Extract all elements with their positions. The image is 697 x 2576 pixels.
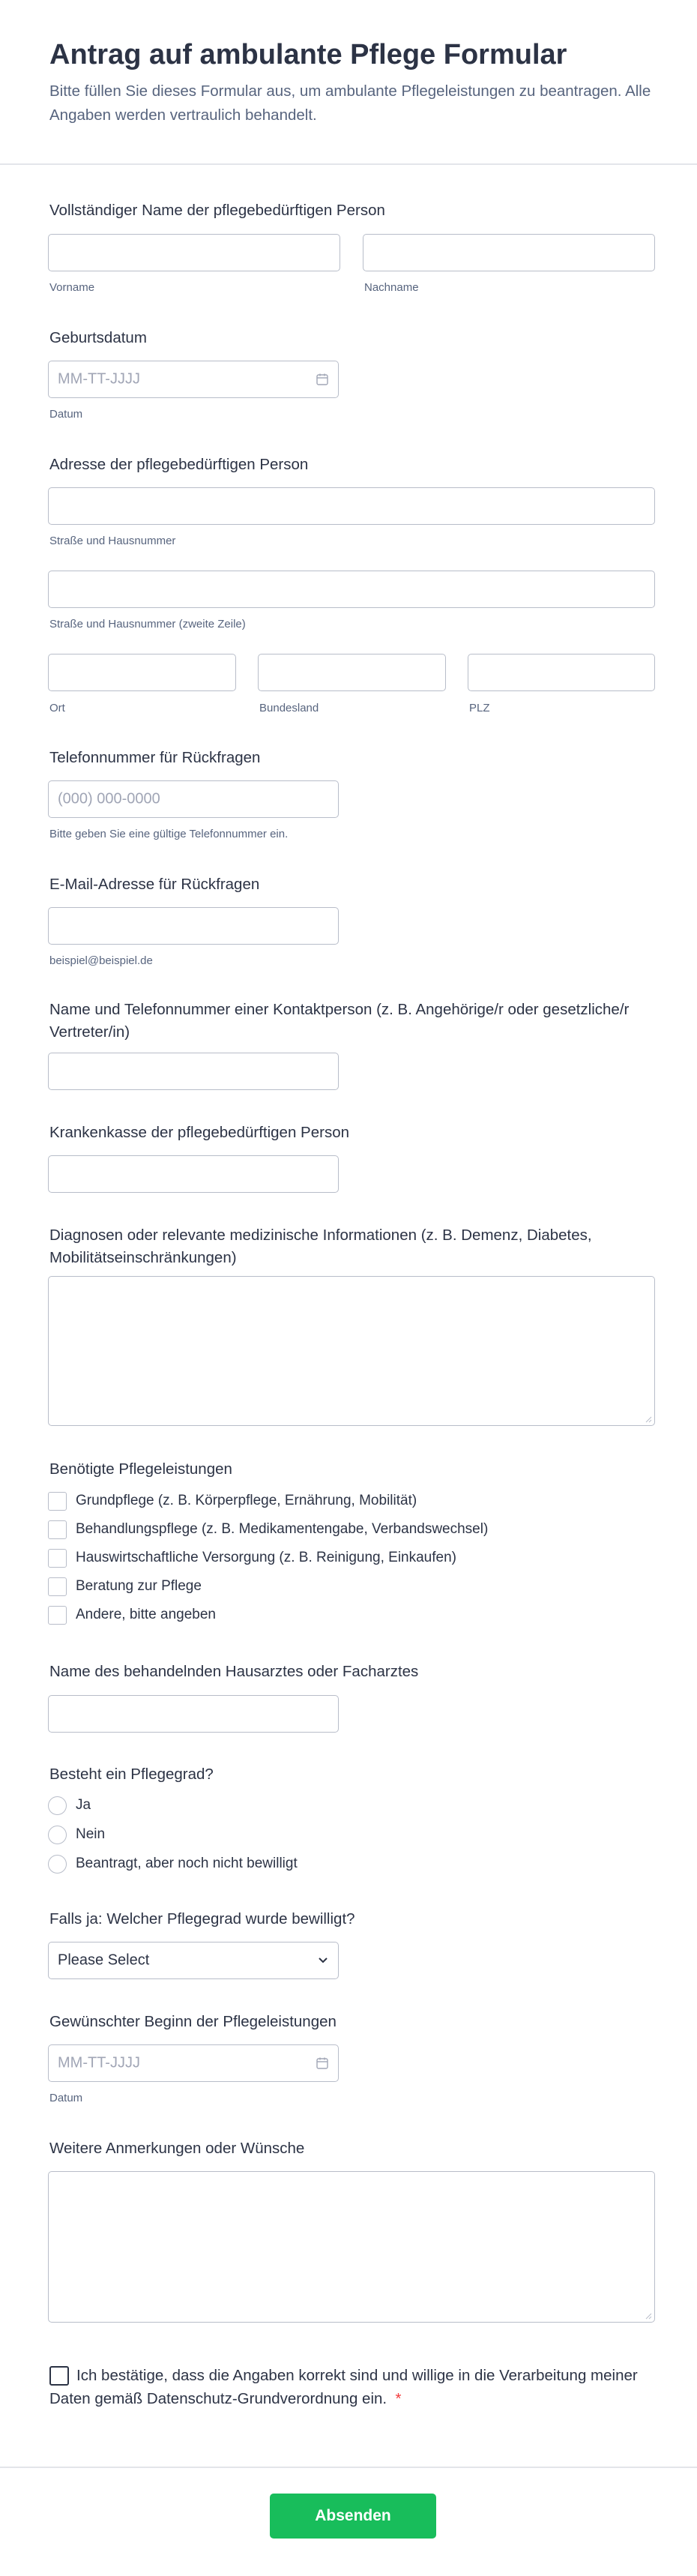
calendar-icon[interactable]	[316, 2056, 329, 2070]
services-option[interactable]	[48, 1547, 456, 1568]
radio-button[interactable]	[48, 1796, 67, 1815]
checkbox[interactable]	[48, 1492, 67, 1511]
state-input[interactable]	[258, 654, 446, 691]
street-input[interactable]	[48, 487, 655, 525]
services-label: Benötigte Pflegeleistungen	[49, 1460, 232, 1478]
birthdate-input[interactable]	[48, 361, 339, 398]
address-label: Adresse der pflegebedürftigen Person	[49, 456, 309, 473]
street2-input[interactable]	[48, 571, 655, 608]
start-label: Gewünschter Beginn der Pflegeleistungen	[49, 2013, 337, 2030]
birthdate-placeholder: MM-TT-JJJJ	[58, 370, 140, 388]
city-sublabel: Ort	[49, 702, 65, 714]
zip-sublabel: PLZ	[469, 702, 490, 714]
phone-placeholder: (000) 000-0000	[58, 790, 160, 807]
radio-button[interactable]	[48, 1855, 67, 1874]
birthdate-label: Geburtsdatum	[49, 329, 147, 346]
required-mark: *	[395, 2390, 402, 2407]
insurance-label: Krankenkasse der pflegebedürftigen Person	[49, 1124, 350, 1141]
last-name-sublabel: Nachname	[364, 281, 419, 294]
care-level-option-label: Beantragt, aber noch nicht bewilligt	[76, 1856, 298, 1871]
start-date-placeholder: MM-TT-JJJJ	[58, 2054, 140, 2071]
services-option-label: Andere, bitte angeben	[76, 1607, 216, 1622]
services-option-label: Beratung zur Pflege	[76, 1578, 202, 1594]
footer-divider	[0, 2467, 697, 2468]
name-label: Vollständiger Name der pflegebedürftigen Person	[49, 202, 385, 219]
phone-input[interactable]	[48, 780, 339, 818]
first-name-sublabel: Vorname	[49, 281, 95, 294]
chevron-down-icon	[317, 1957, 329, 1964]
form-header	[0, 0, 697, 165]
care-level-option[interactable]	[48, 1853, 298, 1874]
state-sublabel: Bundesland	[259, 702, 319, 714]
checkbox[interactable]	[48, 1606, 67, 1625]
birthdate-sublabel: Datum	[49, 408, 83, 421]
form-subtitle: Bitte füllen Sie dieses Formular aus, um ambulante Pflegeleistungen zu beantragen. Alle Angaben werden vertraulich behandelt.	[49, 82, 651, 124]
services-option-label: Hauswirtschaftliche Versorgung (z. B. Reinigung, Einkaufen)	[76, 1550, 456, 1565]
zip-input[interactable]	[468, 654, 655, 691]
submit-button[interactable]: Absenden	[270, 2494, 436, 2539]
services-option[interactable]	[48, 1519, 488, 1540]
services-option[interactable]	[48, 1576, 202, 1597]
insurance-input[interactable]	[48, 1155, 339, 1193]
care-degree-label: Falls ja: Welcher Pflegegrad wurde bewilligt?	[49, 1910, 355, 1928]
street2-sublabel: Straße und Hausnummer (zweite Zeile)	[49, 618, 246, 631]
diagnoses-label: Diagnosen oder relevante medizinische Informationen (z. B. Demenz, Diabetes, Mobilitätseinschränkungen)	[49, 1227, 592, 1266]
services-option[interactable]	[48, 1490, 417, 1511]
start-date-sublabel: Datum	[49, 2092, 83, 2104]
notes-textarea[interactable]	[48, 2171, 655, 2323]
checkbox[interactable]	[48, 1577, 67, 1596]
diagnoses-textarea[interactable]	[48, 1276, 655, 1426]
email-sublabel: beispiel@beispiel.de	[49, 954, 153, 967]
doctor-input[interactable]	[48, 1695, 339, 1733]
form-title: Antrag auf ambulante Pflege Formular	[49, 39, 567, 70]
first-name-input[interactable]	[48, 234, 340, 271]
doctor-label: Name des behandelnden Hausarztes oder Facharztes	[49, 1663, 419, 1680]
care-level-option-label: Ja	[76, 1797, 91, 1813]
care-level-option[interactable]	[48, 1795, 91, 1816]
care-level-option-label: Nein	[76, 1826, 106, 1842]
radio-button[interactable]	[48, 1826, 67, 1844]
checkbox[interactable]	[48, 1520, 67, 1539]
street-sublabel: Straße und Hausnummer	[49, 535, 176, 547]
care-degree-select[interactable]	[48, 1942, 339, 1979]
services-option[interactable]	[48, 1604, 216, 1625]
services-option-label: Behandlungspflege (z. B. Medikamentengabe, Verbandswechsel)	[76, 1521, 489, 1537]
care-level-option[interactable]	[48, 1824, 105, 1845]
consent-text: Ich bestätige, dass die Angaben korrekt sind und willige in die Verarbeitung meiner Daten gemäß Datenschutz-Grundverordnung ein.	[49, 2367, 638, 2407]
notes-label: Weitere Anmerkungen oder Wünsche	[49, 2140, 305, 2157]
resize-handle-icon[interactable]	[645, 2312, 652, 2320]
email-label: E-Mail-Adresse für Rückfragen	[49, 876, 260, 893]
services-option-label: Grundpflege (z. B. Körperpflege, Ernährung, Mobilität)	[76, 1493, 417, 1508]
city-input[interactable]	[48, 654, 236, 691]
consent-label	[49, 2364, 649, 2410]
email-input[interactable]	[48, 907, 339, 945]
start-date-input[interactable]	[48, 2044, 339, 2082]
phone-label: Telefonnummer für Rückfragen	[49, 749, 261, 766]
care-degree-selected: Please Select	[58, 1951, 150, 1969]
care-level-label: Besteht ein Pflegegrad?	[49, 1766, 214, 1783]
checkbox[interactable]	[48, 1549, 67, 1568]
phone-sublabel: Bitte geben Sie eine gültige Telefonnummer ein.	[49, 828, 289, 840]
last-name-input[interactable]	[363, 234, 655, 271]
contact-label: Name und Telefonnummer einer Kontaktperson (z. B. Angehörige/r oder gesetzliche/r Vertreter/in)	[49, 1001, 630, 1041]
calendar-icon[interactable]	[316, 373, 329, 386]
contact-input[interactable]	[48, 1053, 339, 1090]
resize-handle-icon[interactable]	[645, 1415, 652, 1423]
